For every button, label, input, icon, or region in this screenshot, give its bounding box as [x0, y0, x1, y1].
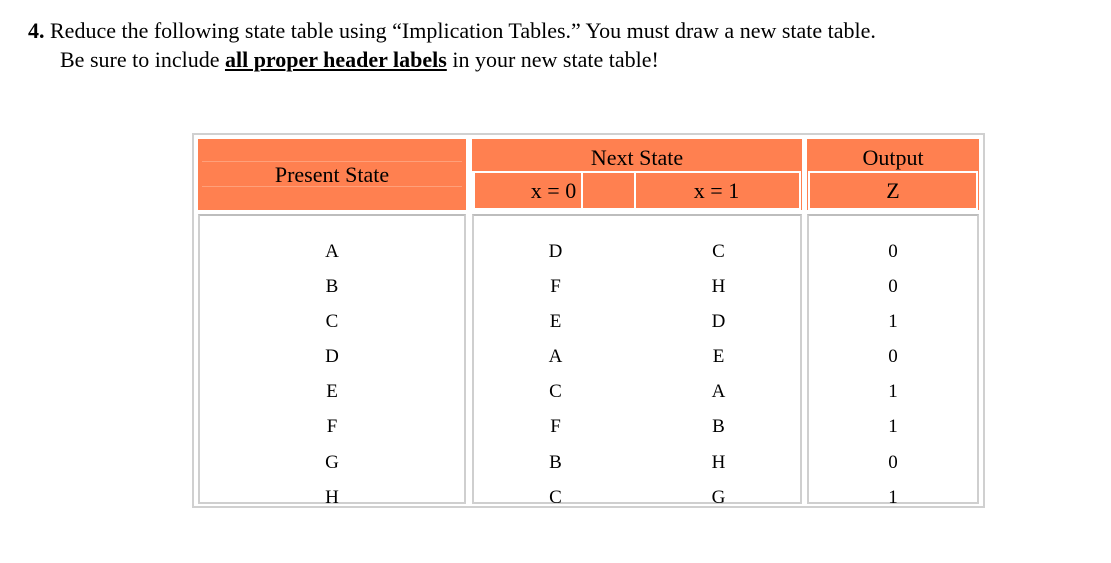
header-output	[807, 139, 979, 210]
next-state-x0-cell: F	[550, 276, 561, 298]
x1-label: x = 1	[693, 178, 740, 203]
output-label: Output	[862, 145, 924, 170]
question-line-1	[28, 16, 876, 45]
x0-label: x = 0	[530, 178, 577, 203]
present-state-cell: B	[325, 276, 339, 298]
line2-suffix: in your new state table!	[446, 47, 659, 72]
present-state-values	[200, 234, 464, 515]
next-state-x0-values	[474, 234, 637, 515]
question-instruction: Reduce the following state table using “Implication Tables.” You must draw a new state table.	[50, 18, 876, 43]
next-state-x0-cell: B	[549, 451, 562, 473]
next-state-x1-cell: G	[711, 486, 726, 508]
present-state-label: Present State	[274, 162, 390, 187]
output-column	[807, 214, 979, 508]
next-state-x1-cell: A	[711, 381, 726, 403]
output-cell: 0	[888, 346, 898, 368]
present-state-cell: E	[326, 381, 338, 403]
present-state-cell: H	[325, 486, 339, 508]
output-cell: 1	[888, 381, 898, 403]
present-state-cell: F	[326, 416, 338, 438]
output-cell: 1	[888, 311, 898, 333]
next-state-x0-cell: C	[549, 381, 562, 403]
emphasized-text: all proper header labels	[224, 47, 447, 72]
state-table	[192, 133, 985, 508]
z-label: Z	[886, 178, 900, 203]
output-cell: 1	[888, 416, 898, 438]
output-cell: 0	[888, 276, 898, 298]
output-cell: 0	[888, 241, 898, 262]
next-state-x0-cell: A	[548, 346, 563, 368]
next-state-x1-values	[637, 234, 800, 515]
next-state-x0-cell: E	[549, 311, 562, 333]
question-line-2	[28, 45, 876, 74]
next-state-x1-cell: E	[712, 346, 725, 368]
question-number: 4.	[28, 18, 45, 43]
line2-prefix: Be sure to include	[60, 47, 225, 72]
header-present-state	[198, 139, 466, 210]
output-cell: 0	[888, 451, 898, 473]
next-state-x0-cell: D	[548, 241, 563, 262]
present-state-cell: C	[325, 311, 339, 333]
present-state-column	[198, 214, 466, 508]
output-cell: 1	[888, 486, 898, 508]
header-next-state	[472, 139, 802, 210]
next-state-x1-cell: C	[712, 241, 725, 262]
output-values	[809, 234, 977, 515]
x-divider	[634, 172, 636, 208]
present-state-cell: D	[325, 346, 339, 368]
next-state-column	[472, 214, 802, 508]
present-state-cell: G	[325, 451, 339, 473]
present-state-cell: A	[325, 241, 339, 262]
next-state-x1-cell: D	[711, 311, 726, 333]
next-state-x0-cell: C	[549, 486, 562, 508]
next-state-x1-cell: H	[711, 276, 726, 298]
next-state-x1-cell: H	[711, 451, 726, 473]
question-text	[28, 16, 876, 74]
next-state-x0-cell: F	[550, 416, 561, 438]
next-state-x1-cell: B	[712, 416, 725, 438]
next-state-label: Next State	[590, 145, 684, 170]
